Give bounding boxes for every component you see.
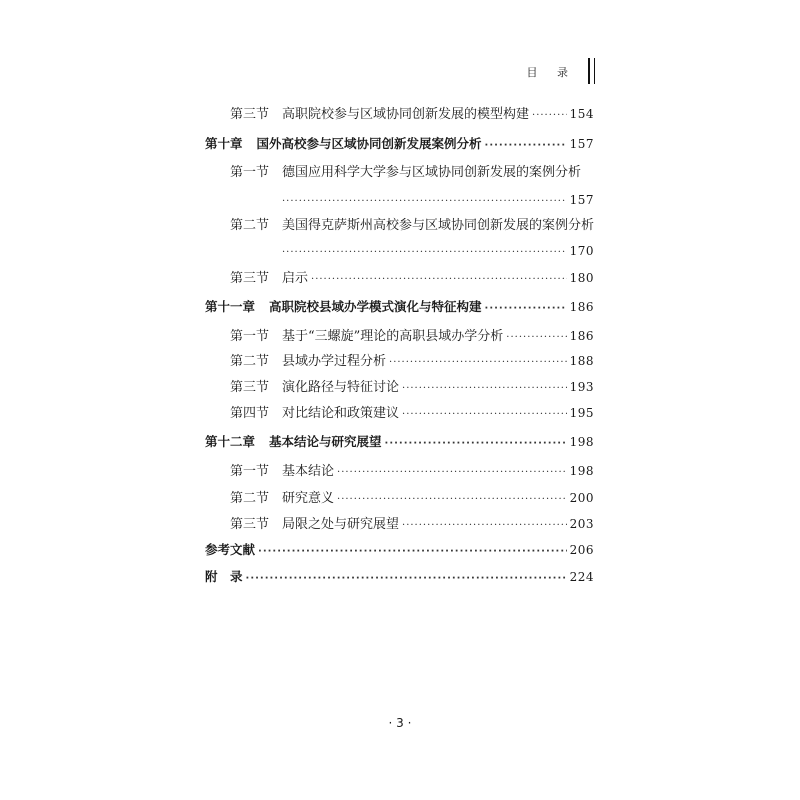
- dot-leader: [337, 492, 567, 508]
- entry-page: 203: [569, 517, 594, 531]
- dot-leader: [402, 407, 567, 423]
- toc-entry[interactable]: [230, 463, 594, 481]
- section-label: 第一节: [230, 464, 270, 479]
- dot-leader: [389, 355, 567, 371]
- section-label: 第二节: [230, 491, 270, 506]
- dot-leader: [258, 544, 567, 560]
- dot-leader: [532, 108, 567, 124]
- entry-title: 县域办学过程分析: [282, 354, 387, 369]
- appendix-label: 附 录: [205, 569, 243, 584]
- header-title: 目 录: [526, 66, 576, 79]
- toc-references-entry[interactable]: [205, 542, 594, 560]
- dot-leader: [402, 518, 567, 534]
- section-label: 第四节: [230, 406, 270, 421]
- dot-leader: [385, 436, 567, 452]
- section-label: 第二节: [230, 218, 270, 233]
- entry-page: 206: [569, 543, 594, 557]
- entry-title: 高职院校县域办学模式演化与特征构建: [269, 299, 482, 314]
- toc-entry[interactable]: [230, 405, 594, 423]
- entry-title: 基于“三螺旋”理论的高职县域办学分析: [282, 329, 504, 344]
- toc-entry[interactable]: [230, 353, 594, 371]
- entry-page: 154: [569, 107, 594, 121]
- dot-leader: [311, 272, 567, 288]
- toc-entry-continuation[interactable]: [282, 192, 594, 210]
- entry-page: 186: [569, 329, 594, 343]
- section-label: 第三节: [230, 380, 270, 395]
- section-label: 第三节: [230, 107, 270, 122]
- chapter-label: 第十章: [205, 136, 243, 151]
- entry-title: 德国应用科学大学参与区域协同创新发展的案例分析: [282, 165, 582, 180]
- entry-title: 基本结论: [282, 464, 335, 479]
- toc-entry[interactable]: [230, 165, 594, 181]
- entry-title: 高职院校参与区域协同创新发展的模型构建: [282, 107, 530, 122]
- chapter-label: 第十一章: [205, 299, 256, 314]
- entry-page: 198: [569, 435, 594, 449]
- toc-entry[interactable]: [230, 270, 594, 288]
- entry-title: 局限之处与研究展望: [282, 517, 400, 532]
- toc-chapter-entry[interactable]: [205, 299, 594, 317]
- entry-title: 演化路径与特征讨论: [282, 380, 400, 395]
- entry-page: 193: [569, 380, 594, 394]
- chapter-label: 第十二章: [205, 434, 256, 449]
- entry-page: 186: [569, 300, 594, 314]
- toc-entry[interactable]: [230, 106, 594, 124]
- section-label: 第二节: [230, 354, 270, 369]
- entry-page: 157: [569, 137, 594, 151]
- dot-leader: [485, 138, 567, 154]
- entry-page: 188: [569, 354, 594, 368]
- toc-entry[interactable]: [230, 516, 594, 534]
- section-label: 第一节: [230, 165, 270, 180]
- entry-page: 157: [569, 193, 594, 207]
- entry-page: 198: [569, 464, 594, 478]
- entry-title: 启示: [282, 271, 309, 286]
- entry-page: 170: [569, 244, 594, 258]
- dot-leader: [282, 245, 567, 261]
- toc-entry[interactable]: [230, 328, 594, 346]
- dot-leader: [246, 571, 567, 587]
- entry-page: 224: [569, 570, 594, 584]
- entry-page: 200: [569, 491, 594, 505]
- dot-leader: [506, 330, 566, 346]
- page-number: · 3 ·: [388, 716, 412, 730]
- entry-title: 研究意义: [282, 491, 335, 506]
- section-label: 第一节: [230, 329, 270, 344]
- section-label: 第三节: [230, 271, 270, 286]
- toc-entry[interactable]: [230, 218, 594, 234]
- entry-title: 国外高校参与区域协同创新发展案例分析: [256, 136, 482, 151]
- toc-entry[interactable]: [230, 379, 594, 397]
- entry-page: 180: [569, 271, 594, 285]
- entry-title: 基本结论与研究展望: [269, 434, 382, 449]
- entry-page: 195: [569, 406, 594, 420]
- references-label: 参考文献: [205, 542, 256, 557]
- dot-leader: [485, 301, 567, 317]
- entry-title: 美国得克萨斯州高校参与区域协同创新发展的案例分析: [282, 218, 595, 233]
- toc-chapter-entry[interactable]: [205, 136, 594, 154]
- dot-leader: [402, 381, 567, 397]
- toc-chapter-entry[interactable]: [205, 434, 594, 452]
- dot-leader: [337, 465, 567, 481]
- toc-appendix-entry[interactable]: [205, 569, 594, 587]
- dot-leader: [282, 194, 567, 210]
- entry-title: 对比结论和政策建议: [282, 406, 400, 421]
- toc-entry[interactable]: [230, 490, 594, 508]
- section-label: 第三节: [230, 517, 270, 532]
- toc-entry-continuation[interactable]: [282, 243, 594, 261]
